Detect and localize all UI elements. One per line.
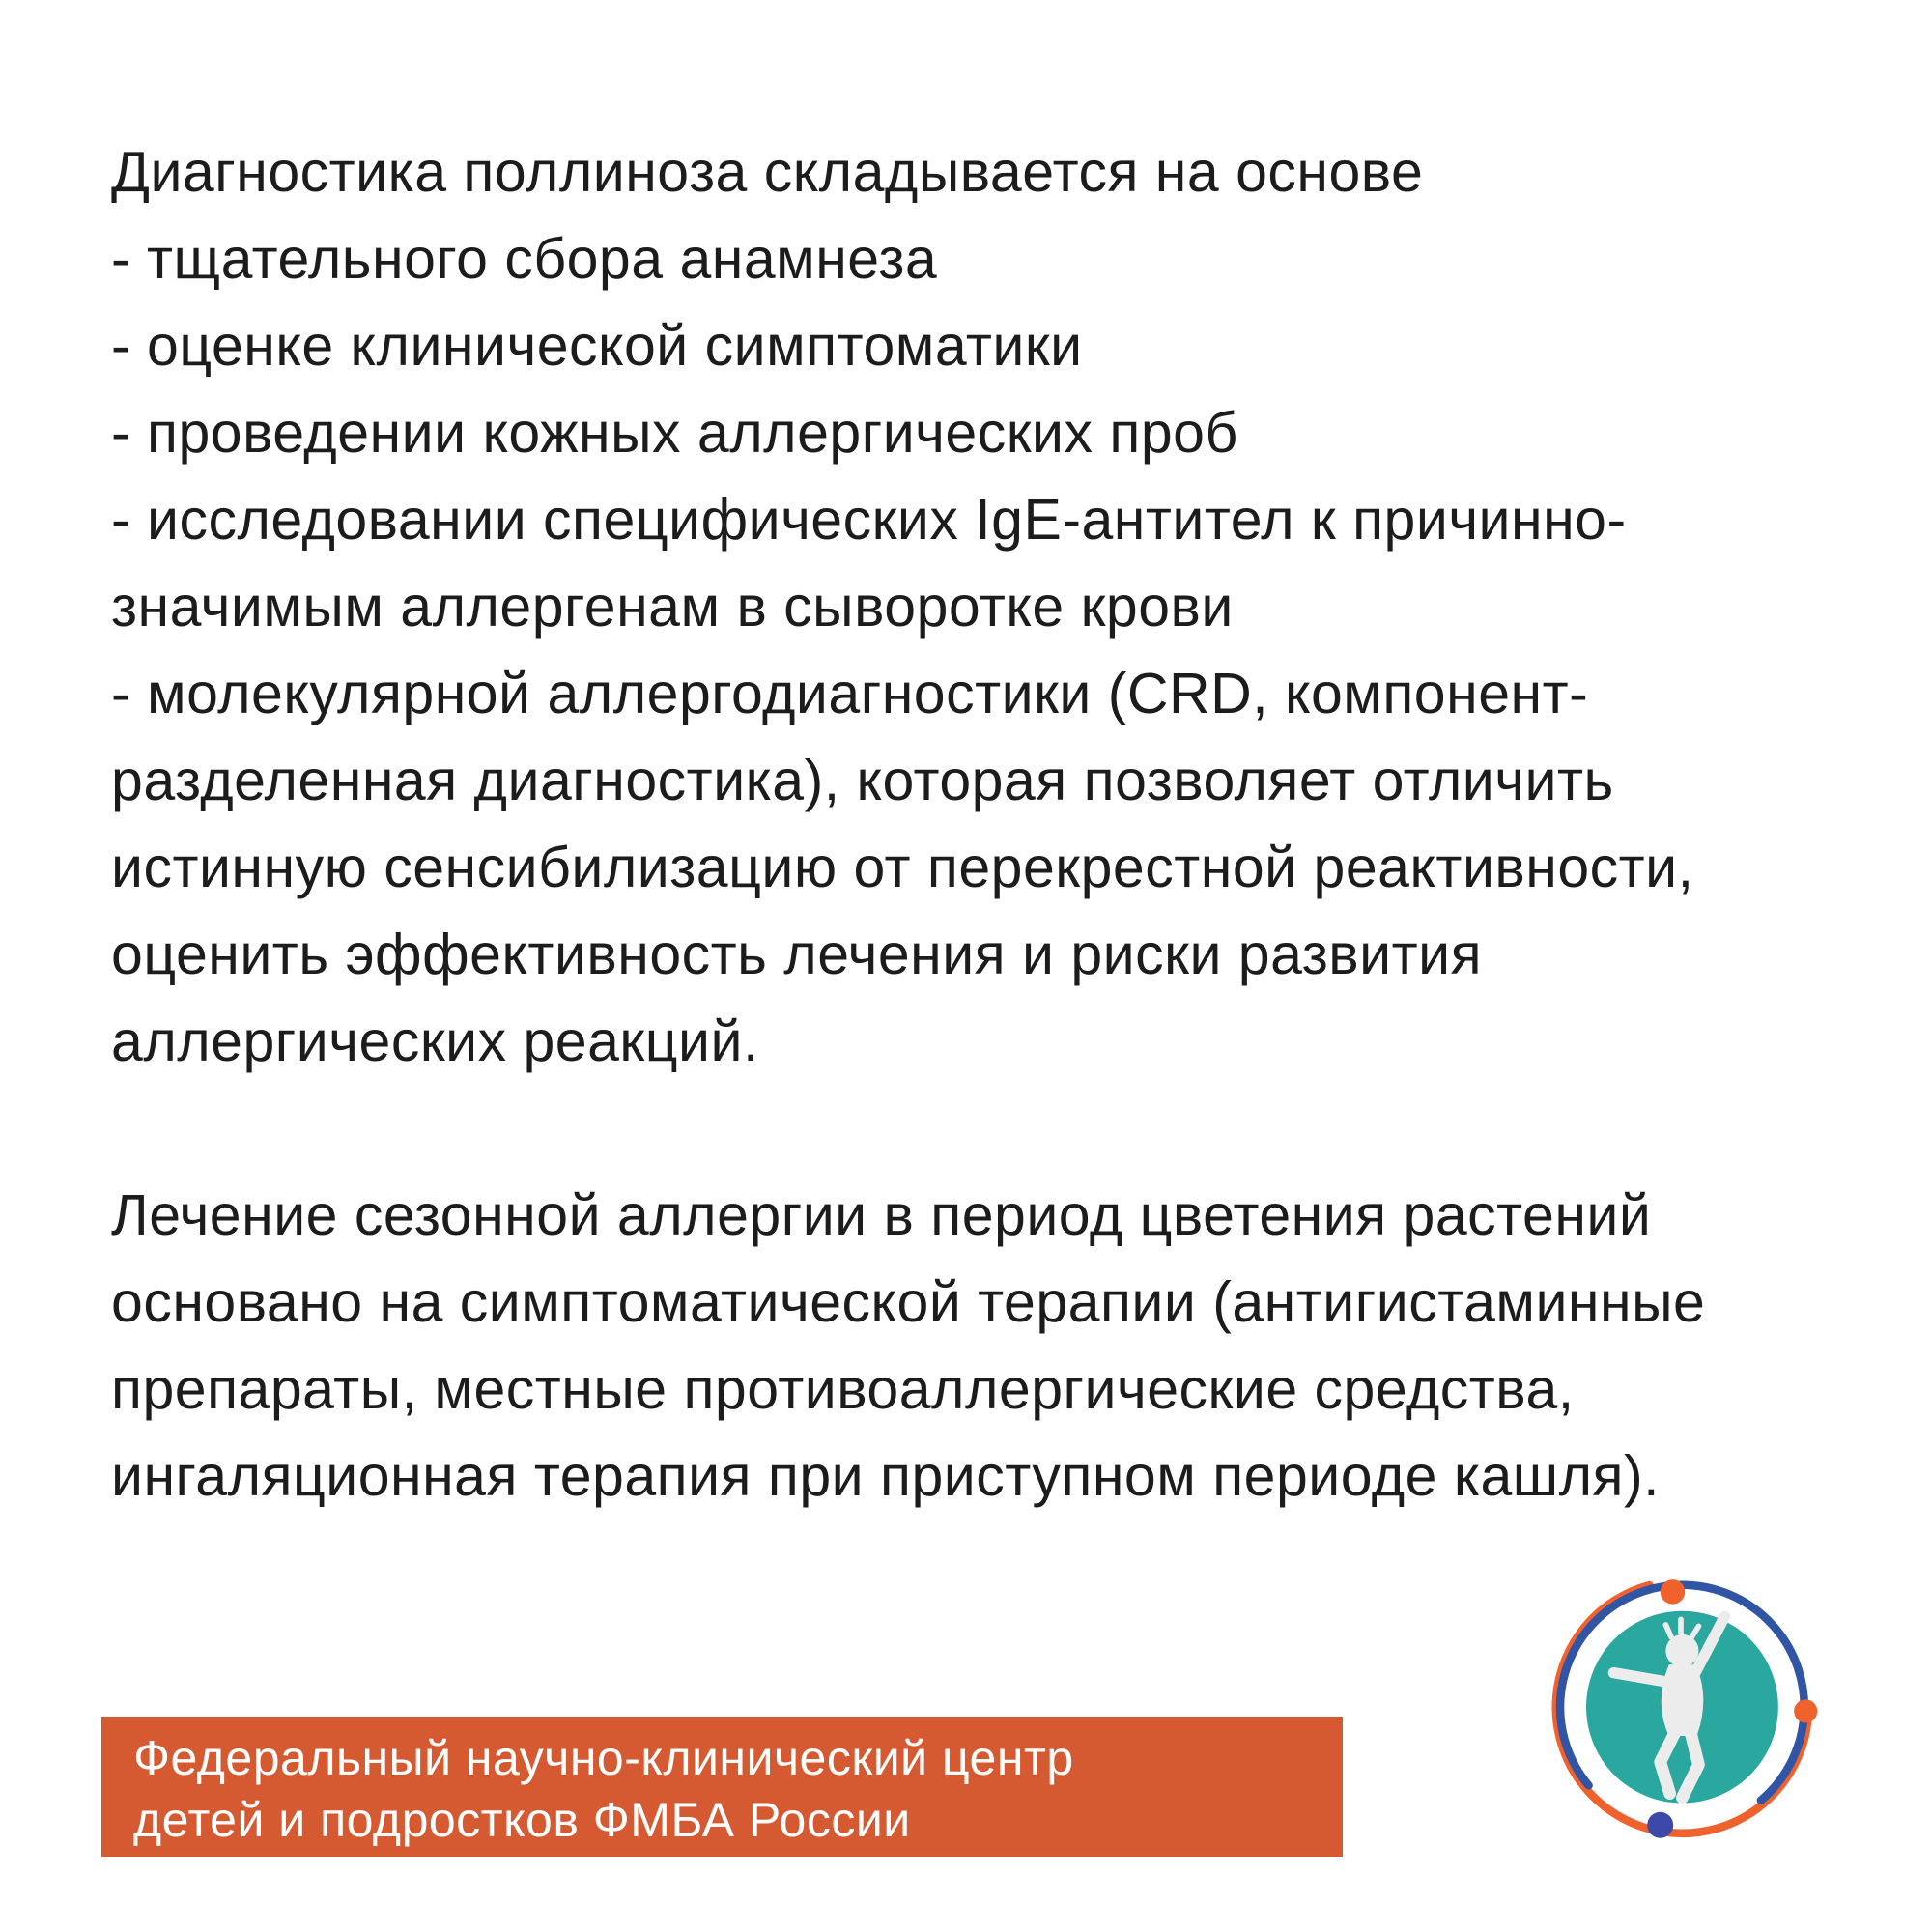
body-text (111, 128, 1706, 1520)
top-orange-dot (1661, 1579, 1686, 1605)
org-name-line1: Федеральный научно-клинический центр (133, 1731, 1074, 1785)
jumping-child-logo-icon (1544, 1573, 1818, 1847)
text-line: аллергических реакций. (111, 1009, 759, 1073)
text-line: основано на симптоматической терапии (антигистаминные (111, 1270, 1706, 1334)
bottom-blue-dot (1647, 1812, 1673, 1838)
text-line: Диагностика поллиноза складывается на основе (111, 140, 1424, 204)
text-line: - оценке клинической симптоматики (111, 314, 1083, 378)
right-orange-dot (1794, 1699, 1817, 1722)
text-line: оценить эффективность лечения и риски развития (111, 923, 1483, 986)
fmba-children-center-logo (1544, 1573, 1818, 1847)
text-line: препараты, местные противоаллергические средства, (111, 1357, 1575, 1421)
text-line: ингаляционная терапия при приступном периоде кашля). (111, 1444, 1661, 1508)
footer-banner (101, 1717, 1343, 1857)
text-line: истинную сенсибилизацию от перекрестной реактивности, (111, 836, 1694, 899)
text-line: - проведении кожных аллергических проб (111, 401, 1238, 465)
text-line: Лечение сезонной аллергии в период цветения растений (111, 1183, 1652, 1247)
text-line: разделенная диагностика), которая позволяет отличить (111, 749, 1614, 812)
text-line: - исследовании специфических IgE-антител к причинно- (111, 488, 1627, 552)
text-line: - молекулярной аллергодиагностики (CRD, компонент- (111, 662, 1589, 725)
org-name-line2: детей и подростков ФМБА России (133, 1793, 911, 1847)
text-line: - тщательного сбора анамнеза (111, 227, 938, 291)
text-line: значимым аллергенам в сыворотке крови (111, 575, 1234, 639)
